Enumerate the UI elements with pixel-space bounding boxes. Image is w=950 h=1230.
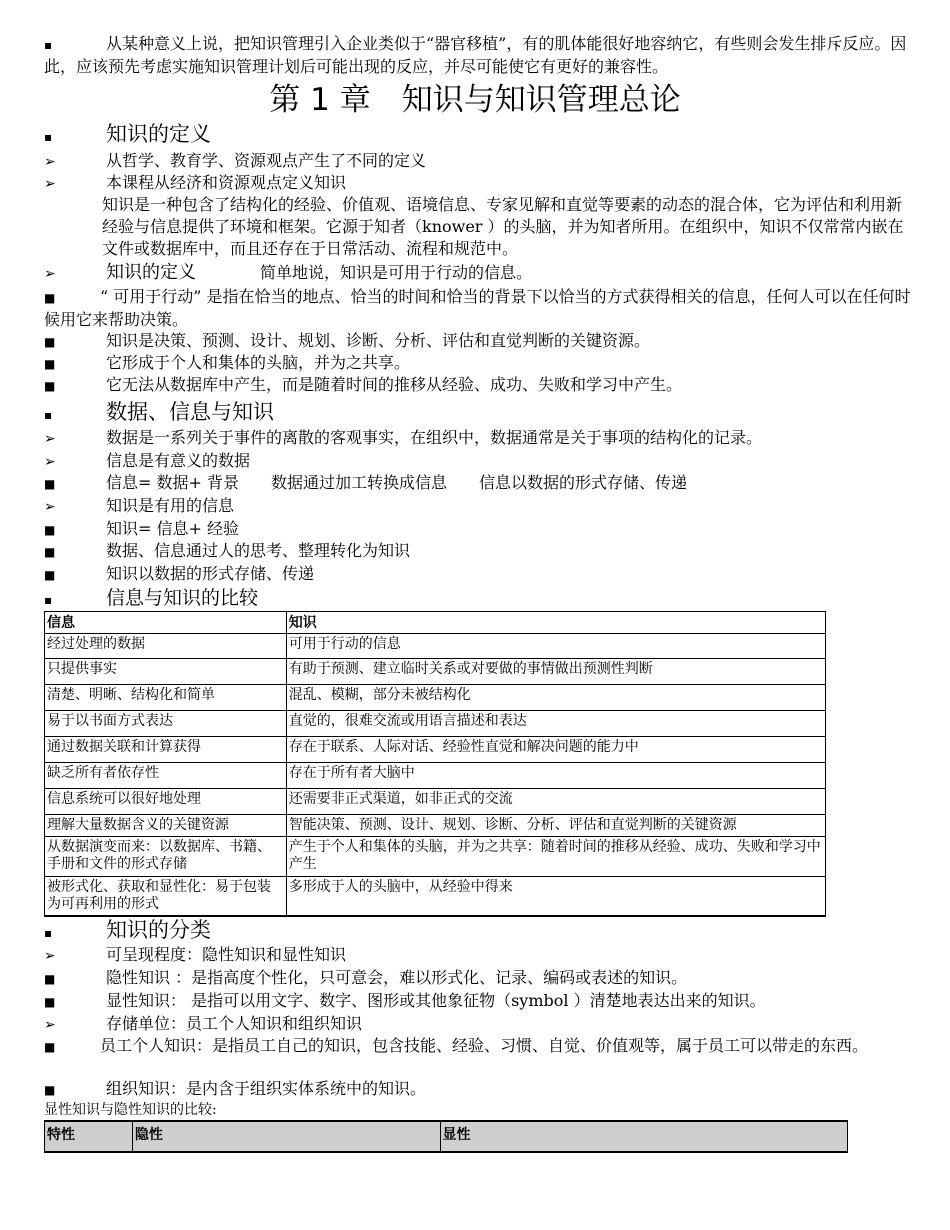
arrow-bullet-icon: ➢	[44, 431, 56, 447]
table-row: 被形式化、获取和显性化：易于包装为可再利用的形式 多形成于人的头脑中，从经验中得来	[45, 877, 826, 917]
square-bullet-icon: ■	[44, 379, 56, 393]
list-item: ■ 数据、信息通过人的思考、整理转化为知识	[44, 540, 914, 563]
definition-paragraph: 知识是一种包含了结构化的经验、价值观、语境信息、专家见解和直觉等要素的动态的混合体，它为评估和利用新经验与信息提供了环境和框架。它源于知者（knower ）的头脑，并为知者所用。在组织中，知识不仅常常内嵌在文件或数据库中，而且还存在于日常活动、流程和规范中。	[102, 195, 904, 258]
intro-paragraph	[44, 33, 914, 78]
table-header-row	[45, 1121, 848, 1152]
section-heading-definition: ▪ 知识的定义	[44, 120, 914, 151]
table-caption: 显性知识与隐性知识的比较:	[44, 1102, 217, 1118]
list-item: ■ 显性知识： 是指可以用文字、数字、图形或其他象征物（symbol ）清楚地表达出来的知识。	[44, 990, 914, 1013]
square-bullet-icon: ■	[44, 972, 56, 986]
list-item: ■ 知识是决策、预测、设计、规划、诊断、分析、评估和直觉判断的关键资源。	[44, 330, 914, 353]
square-bullet-icon: ■	[44, 568, 56, 582]
square-bullet-icon: ■	[44, 1040, 56, 1054]
square-bullet-icon: ▪	[44, 408, 53, 422]
square-bullet-icon: ▪	[44, 38, 53, 52]
square-bullet-icon: ▪	[44, 926, 53, 940]
square-bullet-icon: ▪	[44, 130, 53, 144]
square-bullet-icon: ■	[44, 291, 56, 305]
square-bullet-icon: ▪	[44, 593, 53, 607]
arrow-bullet-icon: ➢	[44, 266, 56, 282]
column-header-info: 信息	[45, 612, 287, 634]
section-heading-classification: ▪ 知识的分类	[44, 916, 914, 947]
square-bullet-icon: ■	[44, 357, 56, 371]
arrow-bullet-icon: ➢	[44, 154, 56, 170]
list-item: ➢ 知识是有用的信息	[44, 495, 914, 518]
table-row: 通过数据关联和计算获得 存在于联系、人际对话、经验性直觉和解决问题的能力中	[45, 737, 826, 763]
square-bullet-icon: ■	[44, 523, 56, 537]
column-header-explicit: 显性	[440, 1121, 847, 1152]
list-item: ➢ 本课程从经济和资源观点定义知识	[44, 172, 914, 195]
info-knowledge-table	[44, 611, 826, 917]
list-item: ■ “ 可用于行动” 是指在恰当的地点、恰当的时间和恰当的背景下以恰当的方式获得相关的信息，任何人可以在任何时候用它来帮助决策。	[44, 287, 911, 329]
square-bullet-icon: ■	[44, 1083, 56, 1097]
square-bullet-icon: ■	[44, 995, 56, 1009]
square-bullet-icon: ■	[44, 477, 56, 491]
list-item: ■ 它无法从数据库中产生，而是随着时间的推移从经验、成功、失败和学习中产生。	[44, 374, 914, 397]
list-item: ➢ 知识的定义 简单地说，知识是可用于行动的信息。	[44, 262, 533, 283]
arrow-bullet-icon: ➢	[44, 454, 56, 470]
table-row: 缺乏所有者依存性 存在于所有者大脑中	[45, 763, 826, 789]
section-heading-data-info-knowledge: ▪ 数据、信息与知识	[44, 398, 914, 429]
table-row: 信息系统可以很好地处理 还需要非正式渠道，如非正式的交流	[45, 789, 826, 815]
table-header-row	[45, 612, 826, 634]
tacit-explicit-table	[44, 1120, 848, 1153]
section-heading-comparison: ▪ 信息与知识的比较	[44, 586, 914, 612]
table-row: 从数据演变而来：以数据库、书籍、手册和文件的形式存储 产生于个人和集体的头脑，并为之共享：随着时间的推移从经验、成功、失败和学习中产生	[45, 837, 826, 877]
list-item: ➢ 数据是一系列关于事件的离散的客观事实，在组织中，数据通常是关于事项的结构化的记录。	[44, 427, 914, 450]
list-item: ■ 员工个人知识：是指员工自己的知识，包含技能、经验、习惯、自觉、价值观等，属于员工可以带走的东西。	[44, 1035, 914, 1058]
table-row: 清楚、明晰、结构化和简单 混乱、模糊，部分未被结构化	[45, 685, 826, 711]
list-item: ➢ 信息是有意义的数据	[44, 450, 914, 473]
table-row: 只提供事实 有助于预测、建立临时关系或对要做的事情做出预测性判断	[45, 659, 826, 685]
list-item: ■ 知识= 信息+ 经验	[44, 518, 914, 541]
table-row: 经过处理的数据 可用于行动的信息	[45, 634, 826, 659]
list-item: ■ 知识以数据的形式存储、传递	[44, 563, 914, 586]
list-item: ■ 隐性知识 ：是指高度个性化，只可意会，难以形式化、记录、编码或表述的知识。	[44, 967, 914, 990]
arrow-bullet-icon: ➢	[44, 499, 56, 515]
table-row: 易于以书面方式表达 直觉的，很难交流或用语言描述和表达	[45, 711, 826, 737]
arrow-bullet-icon: ➢	[44, 948, 56, 964]
list-item: ➢ 存储单位：员工个人知识和组织知识	[44, 1013, 914, 1036]
column-header-knowledge: 知识	[286, 612, 825, 634]
column-header-feature: 特性	[45, 1121, 133, 1152]
column-header-tacit: 隐性	[132, 1121, 440, 1152]
chapter-title: 第 1 章 知识与知识管理总论	[269, 82, 681, 118]
intro-text: 从某种意义上说，把知识管理引入企业类似于“器官移植”，有的肌体能很好地容纳它，有些则会发生排斥反应。因此，应该预先考虑实施知识管理计划后可能出现的反应，并尽可能使它有更好的兼容性。	[44, 34, 907, 76]
table-row: 理解大量数据含义的关键资源 智能决策、预测、设计、规划、诊断、分析、评估和直觉判断的关键资源	[45, 815, 826, 837]
arrow-bullet-icon: ➢	[44, 176, 56, 192]
list-item: ■ 信息= 数据+ 背景 数据通过加工转换成信息 信息以数据的形式存储、传递	[44, 472, 914, 495]
list-item: ■ 组织知识：是内含于组织实体系统中的知识。	[44, 1078, 914, 1101]
arrow-bullet-icon: ➢	[44, 1017, 56, 1033]
list-item: ➢ 从哲学、教育学、资源观点产生了不同的定义	[44, 150, 914, 173]
square-bullet-icon: ■	[44, 545, 56, 559]
list-item: ➢ 可呈现程度：隐性知识和显性知识	[44, 944, 914, 967]
list-item: ■ 它形成于个人和集体的头脑，并为之共享。	[44, 352, 914, 375]
square-bullet-icon: ■	[44, 335, 56, 349]
